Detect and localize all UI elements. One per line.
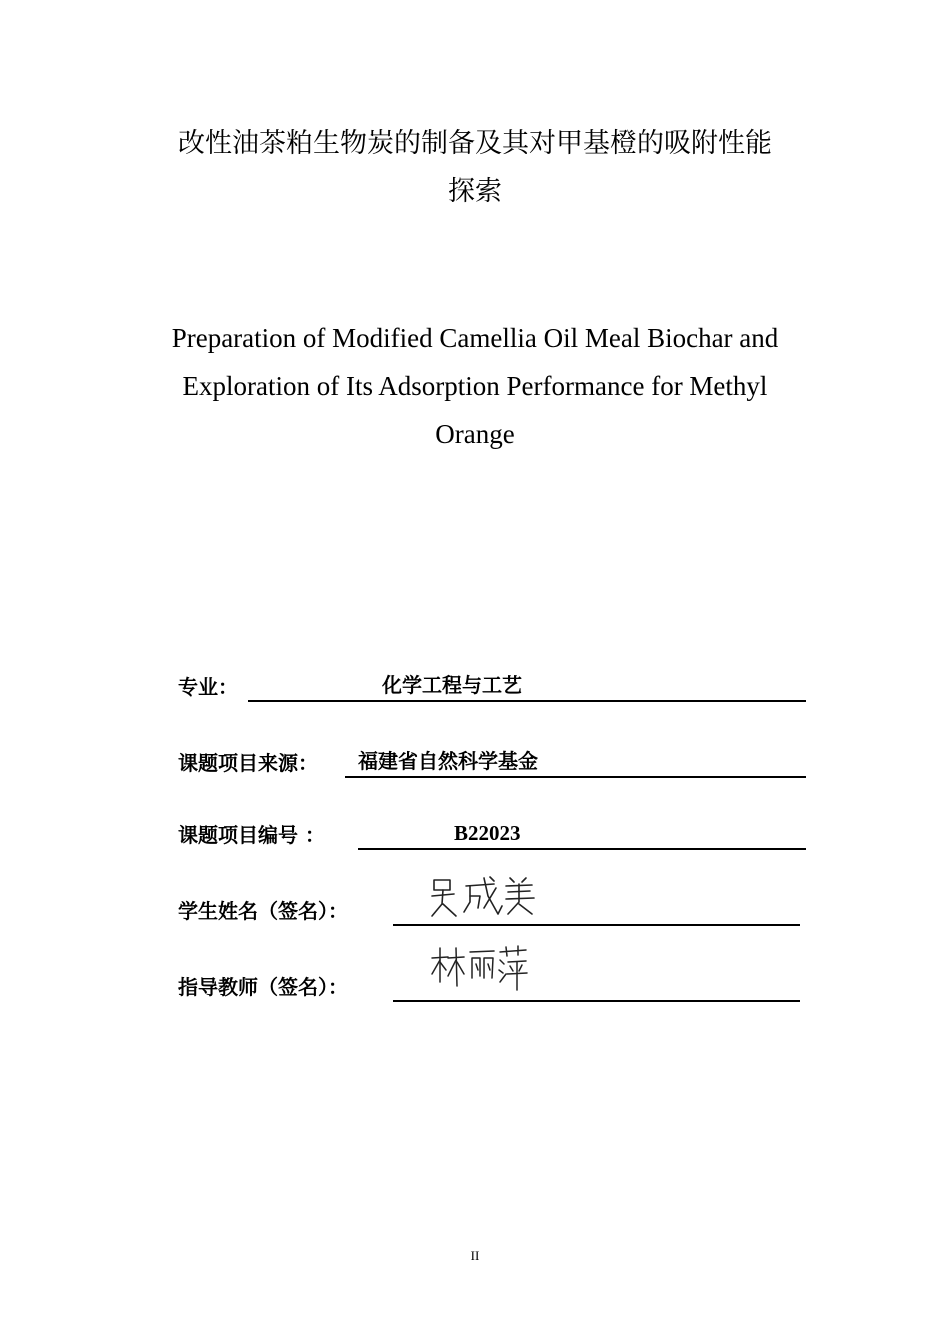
- project-number-field: [178, 818, 808, 852]
- advisor-signature-label: 指导教师（签名）：: [178, 975, 348, 999]
- student-handwritten-signature: [428, 874, 538, 918]
- advisor-signature-underline: [393, 1000, 800, 1002]
- advisor-signature-field: [178, 970, 808, 1004]
- project-source-value: 福建省自然科学基金: [358, 749, 538, 773]
- project-number-value: B22023: [454, 821, 521, 845]
- page-number: II: [470, 1248, 480, 1263]
- chinese-title-line-2: 探索: [448, 176, 502, 207]
- advisor-handwritten-signature: [430, 944, 530, 994]
- major-field: [178, 670, 808, 704]
- project-number-label: 课题项目编号 ：: [178, 823, 325, 847]
- major-label: 专业：: [178, 675, 238, 699]
- project-source-field: [178, 746, 808, 780]
- student-signature-field: [178, 894, 808, 928]
- project-source-label: 课题项目来源：: [178, 751, 318, 775]
- english-title-line-3: Orange: [435, 419, 515, 449]
- chinese-title: [0, 120, 950, 216]
- english-title-line-1: Preparation of Modified Camellia Oil Meal Biochar and: [171, 323, 779, 353]
- project-number-underline: [358, 848, 806, 850]
- chinese-title-line-1: 改性油茶粕生物炭的制备及其对甲基橙的吸附性能: [178, 128, 772, 159]
- project-source-underline: [345, 776, 806, 778]
- major-value: 化学工程与工艺: [382, 673, 522, 697]
- student-signature-underline: [393, 924, 800, 926]
- english-title: [0, 314, 950, 458]
- major-underline: [248, 700, 806, 702]
- student-signature-label: 学生姓名（签名）：: [178, 899, 348, 923]
- english-title-line-2: Exploration of Its Adsorption Performance for Methyl: [182, 371, 768, 401]
